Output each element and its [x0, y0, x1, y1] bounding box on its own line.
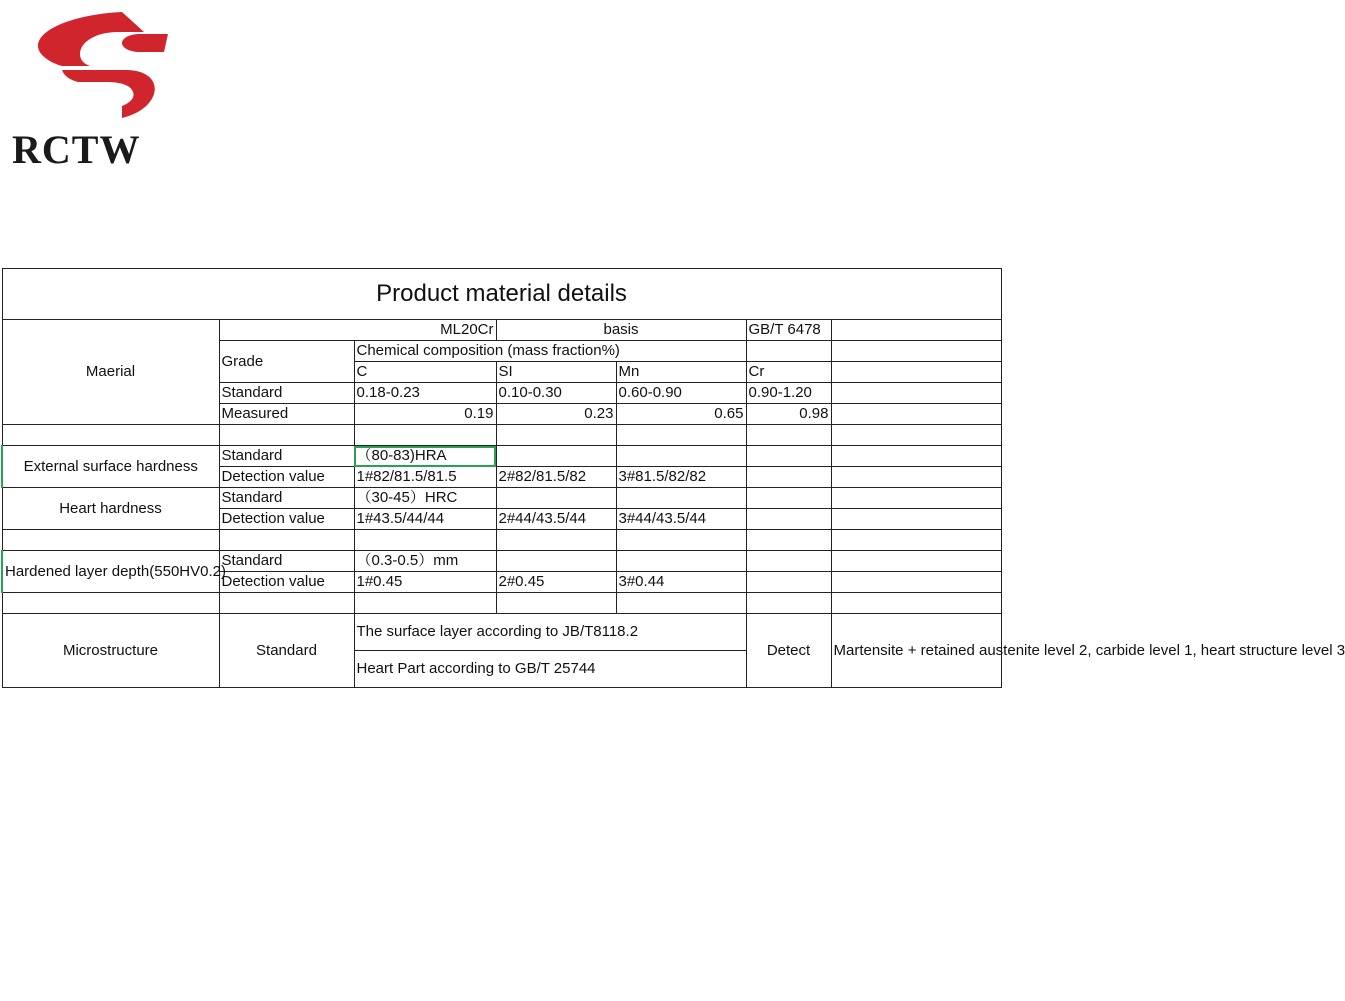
element-mn: Mn: [616, 362, 746, 383]
element-c: C: [354, 362, 496, 383]
spacer-row: [2, 425, 1001, 446]
element-si: SI: [496, 362, 616, 383]
empty-cell: [746, 551, 831, 572]
empty-cell: [746, 509, 831, 530]
microstructure-standard-label: Standard: [219, 614, 354, 688]
empty-cell: [831, 320, 1001, 341]
surface-detection-3: 3#81.5/82/82: [616, 467, 746, 488]
empty-cell: [616, 488, 746, 509]
empty-cell: [831, 404, 1001, 425]
logo-text: RCTW: [12, 127, 141, 172]
element-cr: Cr: [746, 362, 831, 383]
basis-label: basis: [496, 320, 746, 341]
table-title: Product material details: [2, 269, 1001, 320]
measured-si: 0.23: [496, 404, 616, 425]
logo-mark-icon: [22, 8, 182, 128]
measured-label: Measured: [219, 404, 354, 425]
grade-name: ML20Cr: [219, 320, 496, 341]
heart-detection-1: 1#43.5/44/44: [354, 509, 496, 530]
composition-label: Chemical composition (mass fraction%): [354, 341, 746, 362]
empty-cell: [831, 446, 1001, 467]
layer-detection-label: Detection value: [219, 572, 354, 593]
empty-cell: [496, 551, 616, 572]
detect-label: Detect: [746, 614, 831, 688]
standard-si: 0.10-0.30: [496, 383, 616, 404]
empty-cell: [746, 488, 831, 509]
surface-standard-value[interactable]: （80-83)HRA: [354, 446, 496, 467]
standard-label: Standard: [219, 383, 354, 404]
standard-c: 0.18-0.23: [354, 383, 496, 404]
empty-cell: [831, 509, 1001, 530]
standard-mn: 0.60-0.90: [616, 383, 746, 404]
empty-cell: [831, 467, 1001, 488]
empty-cell: [616, 446, 746, 467]
empty-cell: [831, 488, 1001, 509]
measured-mn: 0.65: [616, 404, 746, 425]
layer-detection-1: 1#0.45: [354, 572, 496, 593]
detect-result: Martensite + retained austenite level 2, carbide level 1, heart structure level 3: [831, 614, 1001, 688]
spacer-row: [2, 593, 1001, 614]
layer-standard-value: （0.3-0.5）mm: [354, 551, 496, 572]
empty-cell: [496, 446, 616, 467]
heart-part-standard: Heart Part according to GB/T 25744: [354, 651, 746, 688]
material-label: Maerial: [2, 320, 219, 425]
empty-cell: [746, 467, 831, 488]
heart-standard-value: （30-45）HRC: [354, 488, 496, 509]
surface-hardness-label: External surface hardness: [2, 446, 219, 488]
empty-cell: [616, 551, 746, 572]
heart-detection-3: 3#44/43.5/44: [616, 509, 746, 530]
surface-detection-label: Detection value: [219, 467, 354, 488]
layer-standard-label: Standard: [219, 551, 354, 572]
grade-label: Grade: [219, 341, 354, 383]
microstructure-label: Microstructure: [2, 614, 219, 688]
surface-layer-standard: The surface layer according to JB/T8118.2: [354, 614, 746, 651]
empty-cell: [746, 341, 831, 362]
empty-cell: [831, 362, 1001, 383]
material-details-table: [1, 268, 1345, 688]
empty-cell: [746, 572, 831, 593]
basis-value: GB/T 6478: [746, 320, 831, 341]
surface-detection-1: 1#82/81.5/81.5: [354, 467, 496, 488]
layer-depth-label: Hardened layer depth(550HV0.2): [2, 551, 219, 593]
empty-cell: [831, 341, 1001, 362]
company-logo: [12, 8, 192, 172]
layer-detection-3: 3#0.44: [616, 572, 746, 593]
empty-cell: [831, 383, 1001, 404]
heart-detection-2: 2#44/43.5/44: [496, 509, 616, 530]
measured-cr: 0.98: [746, 404, 831, 425]
surface-detection-2: 2#82/81.5/82: [496, 467, 616, 488]
surface-standard-label: Standard: [219, 446, 354, 467]
heart-hardness-label: Heart hardness: [2, 488, 219, 530]
measured-c: 0.19: [354, 404, 496, 425]
empty-cell: [831, 551, 1001, 572]
spacer-row: [2, 530, 1001, 551]
heart-standard-label: Standard: [219, 488, 354, 509]
heart-detection-label: Detection value: [219, 509, 354, 530]
standard-cr: 0.90-1.20: [746, 383, 831, 404]
empty-cell: [746, 446, 831, 467]
layer-detection-2: 2#0.45: [496, 572, 616, 593]
empty-cell: [831, 572, 1001, 593]
empty-cell: [496, 488, 616, 509]
